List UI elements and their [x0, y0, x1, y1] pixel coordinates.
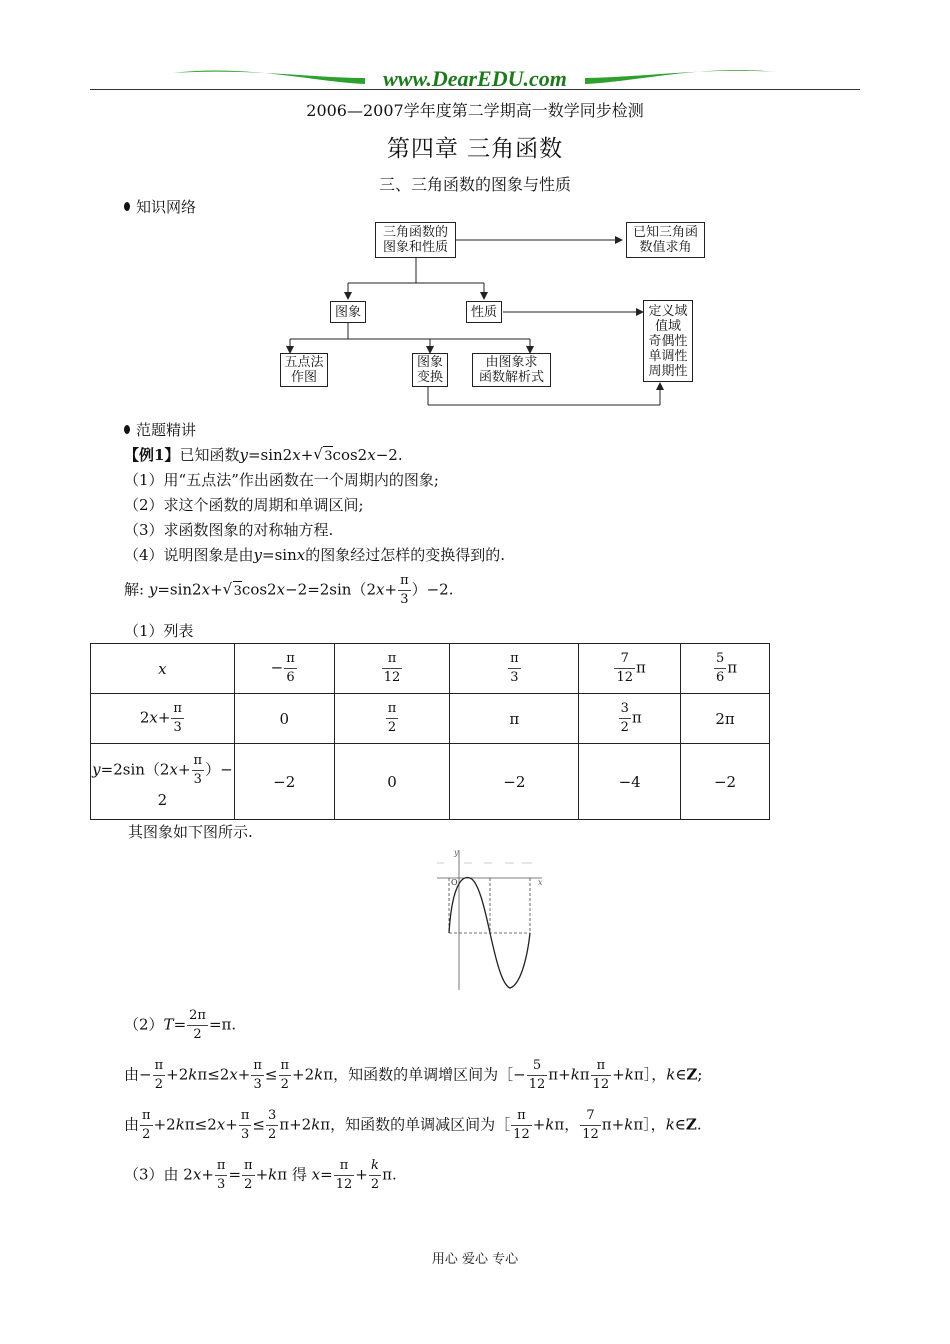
flow-from-graph: 由图象求 函数解析式 [472, 353, 551, 387]
table-cell: −2 [234, 744, 334, 820]
x-axis-label: x [538, 878, 543, 887]
flow-domain: 定义域 值域 奇偶性 单调性 周期性 [643, 300, 693, 382]
banner-left-swoosh [173, 70, 365, 84]
example-heading [124, 419, 196, 440]
table-cell: 2x+ $\frac{\pi}{3}$ [91, 694, 235, 744]
question-4: （4）说明图象是由y=sinx的图象经过怎样的变换得到的. [124, 546, 506, 564]
flow-graph: 图象 [330, 301, 366, 323]
banner-site-text: www.DearEDU.com [383, 66, 567, 91]
symmetry-axis-line: （3）由 2x+ $\frac{\pi}{3}$ = $\frac{\pi}{2}$ +kπ 得 x= $\frac{\pi}{12}$ + $\frac{k}{2}$ π. [124, 1158, 397, 1192]
table-row [91, 744, 770, 820]
graph-caption: 其图象如下图所示. [128, 823, 253, 841]
example-tag: 【例1】 [124, 446, 180, 464]
table-cell: 2π [681, 694, 770, 744]
example-label: 范题精讲 [136, 421, 197, 439]
table-cell: −2 [450, 744, 579, 820]
table-row [91, 694, 770, 744]
table-cell: −2 [681, 744, 770, 820]
table-cell: −4 [579, 744, 681, 820]
page-footer: 用心 爱心 专心 [431, 1252, 519, 1267]
flow-props: 性质 [466, 301, 502, 323]
exam-title: 2006—2007学年度第二学期高一数学同步检测 [306, 101, 644, 120]
flow-root: 三角函数的 图象和性质 [375, 222, 456, 258]
question-3: （3）求函数图象的对称轴方程. [124, 521, 334, 539]
table-cell: $\frac{3}{2}$ π [579, 694, 681, 744]
sqrt-three: √ 3 [323, 446, 332, 467]
table-cell: $\frac{5}{6}$ π [681, 644, 770, 694]
y-axis-label: y [454, 848, 459, 857]
question-1: （1）用“五点法”作出函数在一个周期内的图象; [124, 471, 439, 489]
table-cell: $\frac{7}{12}$ π [579, 644, 681, 694]
table-cell: 0 [334, 744, 450, 820]
knowledge-heading [124, 196, 196, 217]
bullet-icon [124, 202, 130, 211]
table-cell: x [91, 644, 235, 694]
knowledge-label: 知识网络 [136, 198, 197, 216]
bullet-icon [124, 425, 130, 434]
section-title: 三、三角函数的图象与性质 [378, 175, 571, 194]
header-rule [90, 89, 860, 90]
list-label: （1）列表 [124, 622, 194, 640]
flow-transform: 图象 变换 [412, 353, 448, 387]
flow-five-point: 五点法 作图 [280, 353, 328, 387]
increasing-interval-line: 由− $\frac{\pi}{2}$ +2kπ≤2x+ $\frac{\pi}{3}$ ≤ $\frac{\pi}{2}$ +2kπ，知函数的单调增区间为［− $\frac{5}{12}$ π+kπ $\frac{\pi}{12}$ +kπ］，k∈Z; [124, 1058, 703, 1092]
flow-solve-angle: 已知三角函 数值求角 [626, 222, 705, 258]
value-table [90, 643, 770, 820]
table-cell: $\frac{\pi}{2}$ [334, 694, 450, 744]
table-row [91, 644, 770, 694]
table-cell: π [450, 694, 579, 744]
table-cell: y=2sin（2x+ $\frac{\pi}{3}$ ）− 2 [91, 744, 235, 820]
sqrt-three: √ 3 [233, 581, 242, 602]
table-cell: $\frac{\pi}{12}$ [334, 644, 450, 694]
decreasing-interval-line: 由 $\frac{\pi}{2}$ +2kπ≤2x+ $\frac{\pi}{3}$ ≤ $\frac{3}{2}$ π+2kπ，知函数的单调减区间为［ $\frac{\pi}{12}$ +kπ， $\frac{7}{12}$ π+kπ］，k∈Z. [124, 1108, 702, 1142]
fraction: $\frac{\pi}{3}$ [400, 573, 409, 607]
site-banner [165, 64, 785, 92]
period-line: （2）T= $\frac{2\pi}{2}$ =π. [124, 1008, 237, 1042]
table-cell: − $\frac{\pi}{6}$ [234, 644, 334, 694]
table-cell: 0 [234, 694, 334, 744]
sine-graph [432, 845, 547, 995]
question-2: （2）求这个函数的周期和单调区间; [124, 496, 364, 514]
example-stem: 【例1】已知函数y=sin2x+√ 3cos2x−2. [124, 445, 403, 467]
chapter-title: 第四章 三角函数 [386, 136, 564, 162]
table-cell: $\frac{\pi}{3}$ [450, 644, 579, 694]
solution-line: 解: y=sin2x+√ 3cos2x−2=2sin（2x+ $\frac{\pi}{3}$ ）−2. [124, 572, 454, 609]
origin-label: O [451, 878, 458, 887]
banner-right-swoosh [585, 70, 777, 84]
